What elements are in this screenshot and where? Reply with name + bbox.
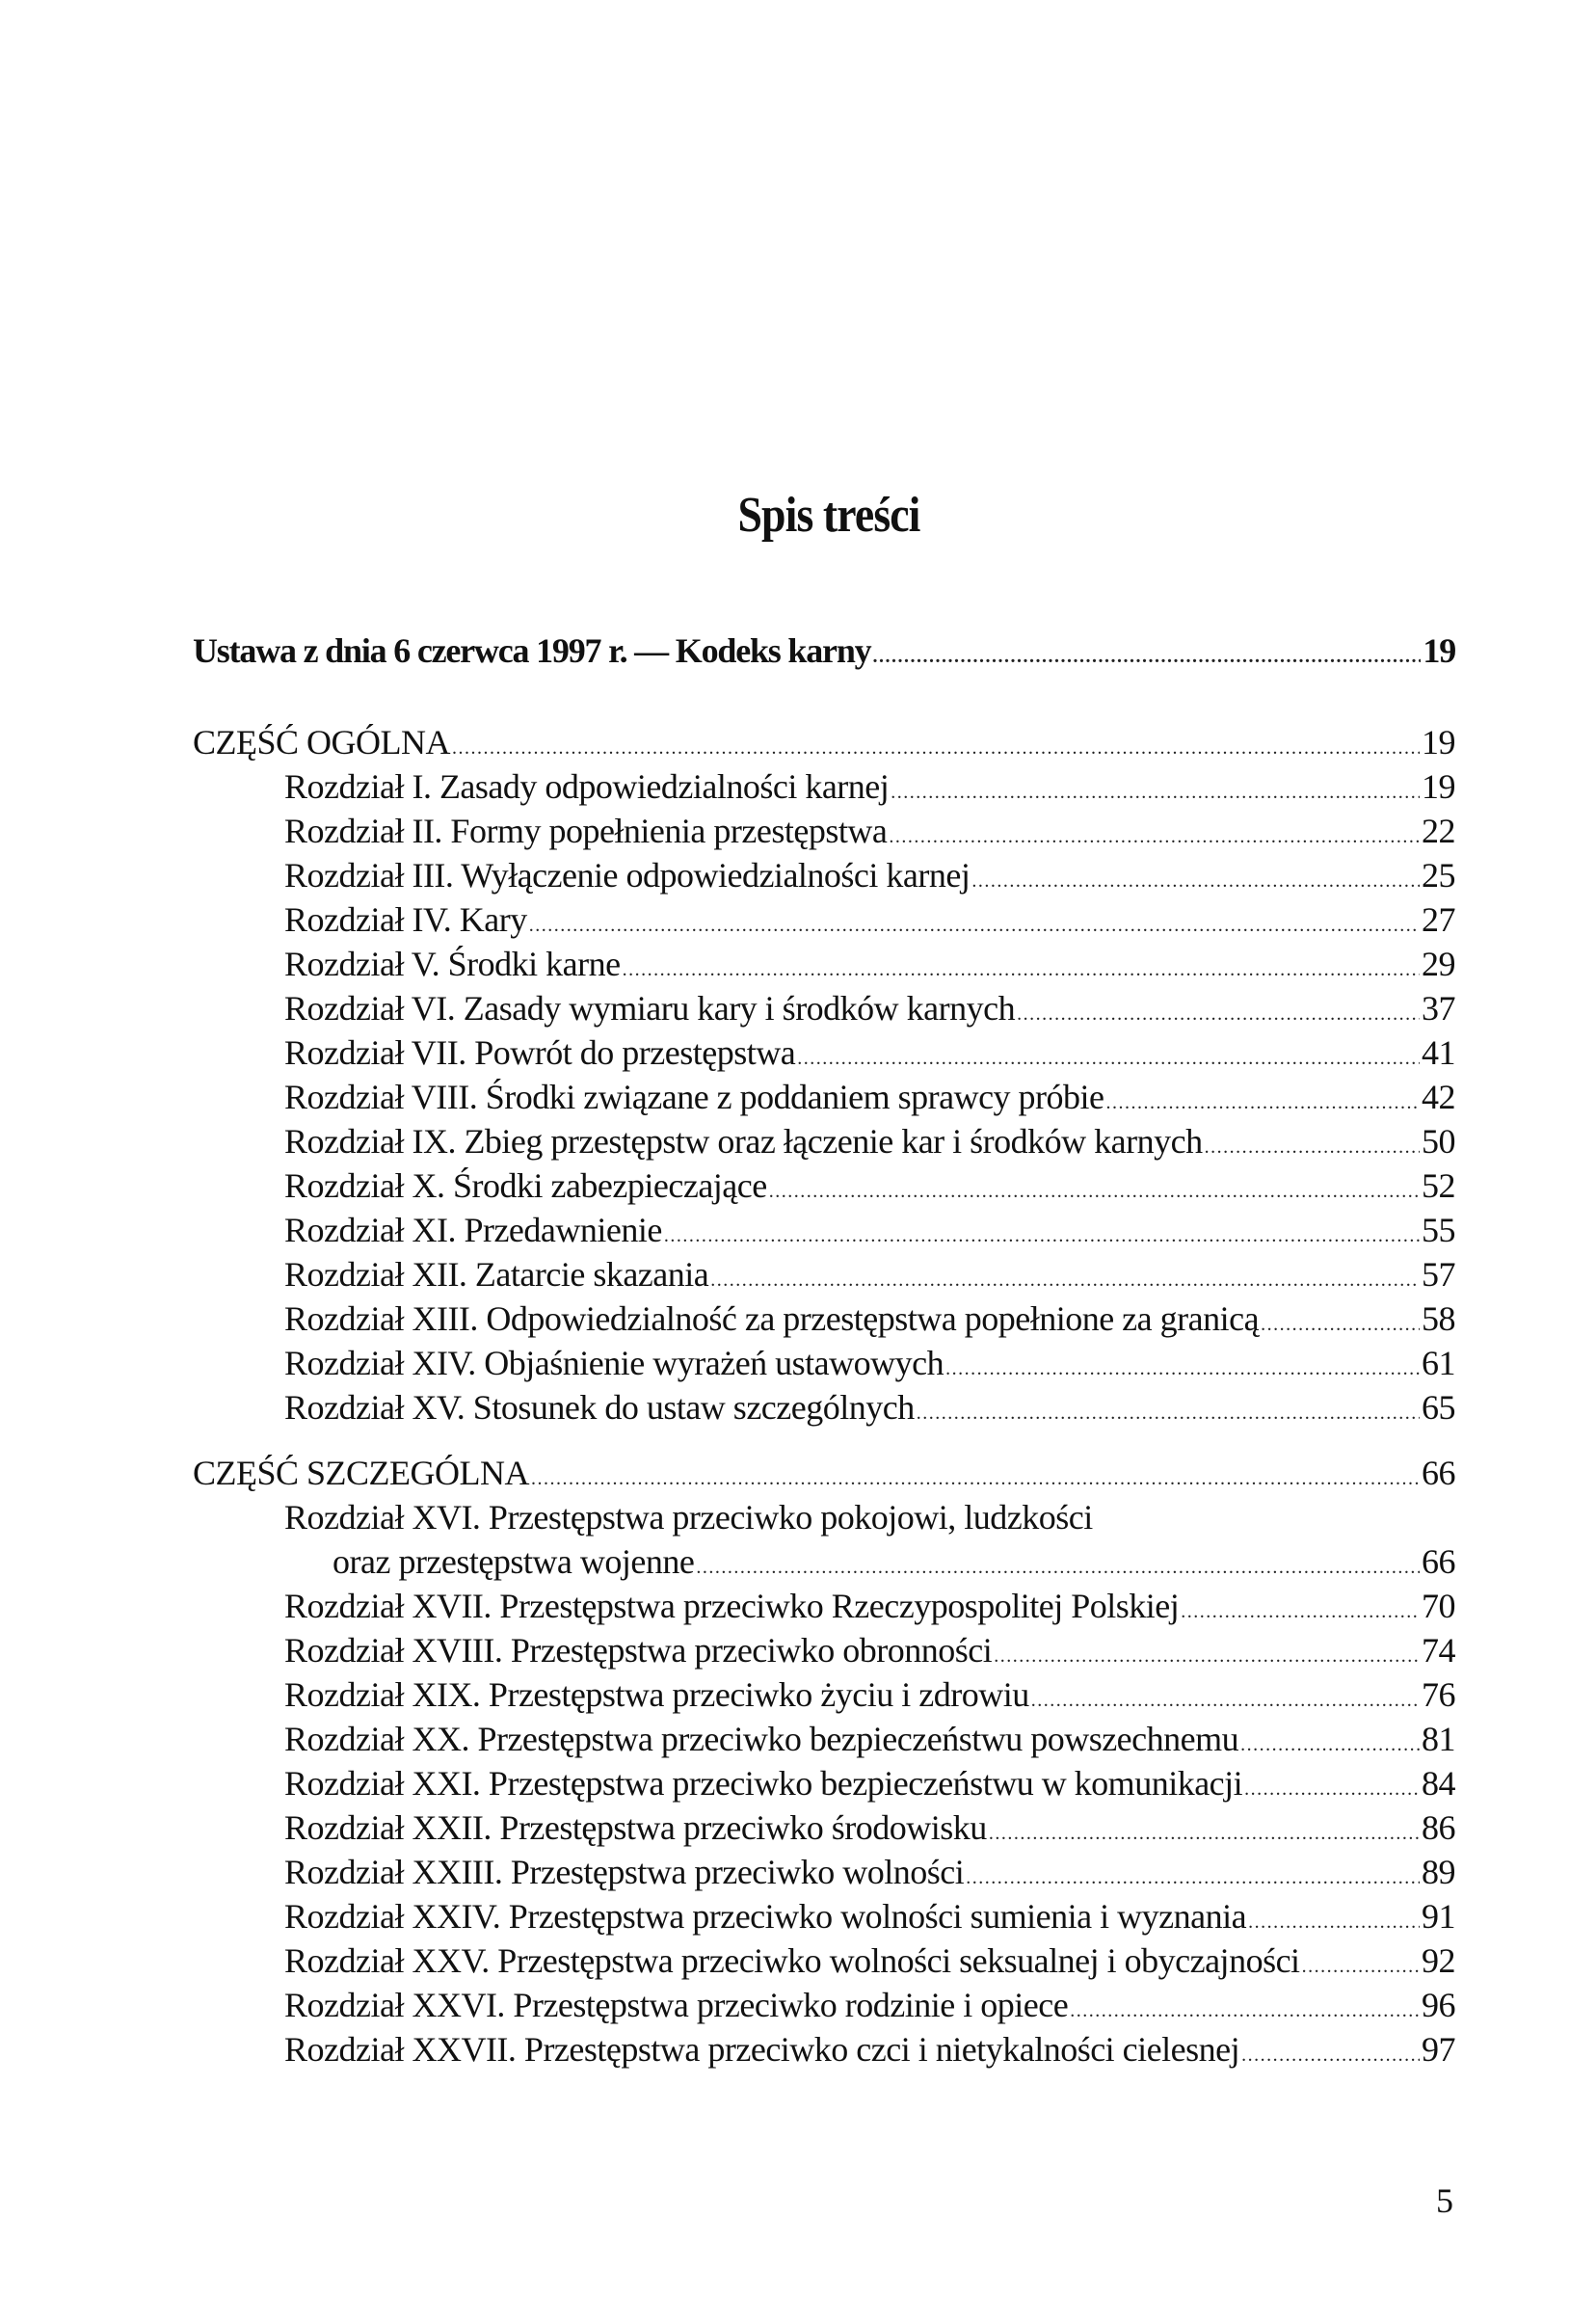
toc-entry-page: 70 (1422, 1587, 1455, 1625)
toc-entry-page: 61 (1422, 1344, 1455, 1382)
toc-entry-page: 58 (1422, 1299, 1455, 1338)
toc-chapter[interactable] (193, 1628, 1455, 1672)
toc-entry-label: Rozdział XXVI. Przestępstwa przeciwko rodzinie i opiece (284, 1986, 1069, 2024)
toc-entry-label: Rozdział XVII. Przestępstwa przeciwko Rzeczypospolitej Polskiej (284, 1587, 1180, 1625)
toc-chapter[interactable] (193, 1805, 1455, 1850)
toc-entry-page: 57 (1422, 1255, 1455, 1294)
toc-entry-page: 25 (1422, 856, 1455, 895)
toc-entry-page: 96 (1422, 1986, 1455, 2024)
dot-leader (664, 1214, 1420, 1258)
toc-entry-label: Rozdział VII. Powrót do przestępstwa (284, 1033, 796, 1072)
toc-entry-page: 65 (1422, 1388, 1455, 1427)
toc-entry-label: Rozdział XIII. Odpowiedzialność za przestępstwa popełnione za granicą (284, 1299, 1260, 1338)
toc-entry-page: 29 (1422, 945, 1455, 983)
toc-chapter[interactable] (193, 1938, 1455, 1983)
toc-chapter-continuation[interactable] (193, 1539, 1455, 1584)
toc-chapter[interactable] (193, 1385, 1455, 1430)
toc-entry-page: 81 (1422, 1720, 1455, 1758)
toc-chapter[interactable] (193, 1208, 1455, 1252)
toc-entry-page: 92 (1422, 1941, 1455, 1980)
toc-entry-label: Rozdział X. Środki zabezpieczające (284, 1166, 767, 1205)
toc-entry-label: Rozdział IX. Zbieg przestępstw oraz łączenie kar i środków karnych (284, 1122, 1203, 1161)
dot-leader (1240, 1723, 1420, 1767)
dot-leader (529, 903, 1420, 948)
toc-entry-page: 66 (1422, 1454, 1455, 1492)
toc-entry-label: CZĘŚĆ SZCZEGÓLNA (193, 1454, 530, 1492)
toc-chapter[interactable] (193, 897, 1455, 942)
dot-leader (1205, 1125, 1420, 1169)
toc-chapter[interactable] (193, 1850, 1455, 1894)
toc-entry-label: Rozdział XIX. Przestępstwa przeciwko życiu i zdrowiu (284, 1675, 1029, 1714)
toc-entry-label: Rozdział XI. Przedawnienie (284, 1211, 662, 1249)
toc-chapter[interactable] (193, 2027, 1455, 2072)
toc-chapter[interactable] (193, 809, 1455, 853)
toc-chapter[interactable] (193, 1761, 1455, 1805)
page-title: Spis treści (737, 488, 920, 543)
toc-entry-label: Rozdział XXIV. Przestępstwa przeciwko wolności sumienia i wyznania (284, 1897, 1247, 1936)
toc-entry-label: Rozdział XXVII. Przestępstwa przeciwko czci i nietykalności cielesnej (284, 2030, 1240, 2069)
toc-entry-label: Rozdział XXII. Przestępstwa przeciwko środowisku (284, 1808, 987, 1847)
toc-entry-label: Rozdział III. Wyłączenie odpowiedzialności karnej (284, 856, 971, 895)
toc-entry-page: 66 (1422, 1542, 1455, 1581)
toc-entry-label: CZĘŚĆ OGÓLNA (193, 723, 451, 762)
toc-chapter[interactable] (193, 1075, 1455, 1119)
toc-chapter[interactable] (193, 1894, 1455, 1938)
toc-entry-page: 91 (1422, 1897, 1455, 1936)
toc-entry-label: Rozdział XVIII. Przestępstwa przeciwko obronności (284, 1631, 993, 1670)
toc-entry-page: 50 (1422, 1122, 1455, 1161)
toc-chapter[interactable] (193, 1495, 1455, 1539)
table-of-contents (193, 628, 1455, 2072)
toc-chapter[interactable] (193, 1119, 1455, 1163)
toc-chapter[interactable] (193, 1672, 1455, 1717)
dot-leader (994, 1634, 1420, 1678)
toc-entry-label: Rozdział XX. Przestępstwa przeciwko bezpieczeństwu powszechnemu (284, 1720, 1239, 1758)
toc-chapter[interactable] (193, 942, 1455, 986)
toc-entry-page: 86 (1422, 1808, 1455, 1847)
toc-main-entry[interactable] (193, 628, 1455, 673)
dot-leader (1017, 992, 1420, 1036)
toc-entry-page: 52 (1422, 1166, 1455, 1205)
dot-leader (891, 770, 1420, 815)
dot-leader (1241, 2033, 1420, 2077)
toc-entry-page: 27 (1422, 900, 1455, 939)
toc-chapter[interactable] (193, 1717, 1455, 1761)
toc-entry-page: 97 (1422, 2030, 1455, 2069)
toc-chapter[interactable] (193, 853, 1455, 897)
toc-entry-label: oraz przestępstwa wojenne (332, 1542, 695, 1581)
toc-chapter[interactable] (193, 1341, 1455, 1385)
toc-chapter[interactable] (193, 1983, 1455, 2027)
toc-entry-label: Rozdział XIV. Objaśnienie wyrażeń ustawowych (284, 1344, 944, 1382)
toc-part[interactable] (193, 1451, 1455, 1495)
toc-entry-page: 89 (1422, 1853, 1455, 1891)
dot-leader (945, 1347, 1420, 1391)
toc-entry-label: Rozdział XV. Stosunek do ustaw szczególnych (284, 1388, 915, 1427)
toc-entry-label: Rozdział IV. Kary (284, 900, 527, 939)
toc-entry-page: 55 (1422, 1211, 1455, 1249)
toc-entry-page: 76 (1422, 1675, 1455, 1714)
toc-chapter[interactable] (193, 1297, 1455, 1341)
toc-entry-label: Rozdział XXI. Przestępstwa przeciwko bezpieczeństwu w komunikacji (284, 1764, 1243, 1803)
dot-leader (1302, 1944, 1420, 1989)
toc-entry-label: Rozdział VI. Zasady wymiaru kary i środków karnych (284, 989, 1016, 1028)
toc-entry-page: 19 (1422, 767, 1455, 806)
toc-entry-label: Rozdział II. Formy popełnienia przestępstwa (284, 812, 888, 850)
dot-leader (1181, 1590, 1420, 1634)
toc-entry-label: Rozdział VIII. Środki związane z poddaniem sprawcy próbie (284, 1078, 1104, 1116)
toc-entry-label: Ustawa z dnia 6 czerwca 1997 r. — Kodeks karny (193, 631, 871, 670)
toc-entry-page: 41 (1422, 1033, 1455, 1072)
toc-entry-page: 19 (1422, 723, 1455, 762)
toc-entry-page: 19 (1423, 631, 1455, 670)
page-number: 5 (1436, 2181, 1453, 2220)
toc-entry-page: 37 (1422, 989, 1455, 1028)
dot-leader (1261, 1302, 1420, 1347)
toc-chapter[interactable] (193, 1584, 1455, 1628)
toc-chapter[interactable] (193, 1252, 1455, 1297)
toc-entry-page: 22 (1422, 812, 1455, 850)
dot-leader (1244, 1767, 1420, 1811)
toc-chapter[interactable] (193, 1163, 1455, 1208)
toc-entry-label: Rozdział XII. Zatarcie skazania (284, 1255, 709, 1294)
dot-leader (989, 1811, 1420, 1856)
toc-entry-page: 74 (1422, 1631, 1455, 1670)
toc-chapter[interactable] (193, 986, 1455, 1030)
toc-entry-page: 84 (1422, 1764, 1455, 1803)
toc-entry-page: 42 (1422, 1078, 1455, 1116)
toc-entry-label: Rozdział V. Środki karne (284, 945, 621, 983)
toc-entry-label: Rozdział XVI. Przestępstwa przeciwko pokojowi, ludzkości (284, 1498, 1093, 1537)
toc-entry-label: Rozdział XXV. Przestępstwa przeciwko wolności seksualnej i obyczajności (284, 1941, 1300, 1980)
dot-leader (917, 1391, 1420, 1435)
toc-entry-label: Rozdział I. Zasady odpowiedzialności karnej (284, 767, 890, 806)
dot-leader (769, 1169, 1420, 1214)
toc-part[interactable] (193, 720, 1455, 764)
toc-chapter[interactable] (193, 1030, 1455, 1075)
toc-chapter[interactable] (193, 764, 1455, 809)
toc-entry-label: Rozdział XXIII. Przestępstwa przeciwko wolności (284, 1853, 965, 1891)
toc-parts (193, 720, 1455, 2072)
dot-leader (971, 859, 1420, 903)
dot-leader (872, 634, 1421, 679)
